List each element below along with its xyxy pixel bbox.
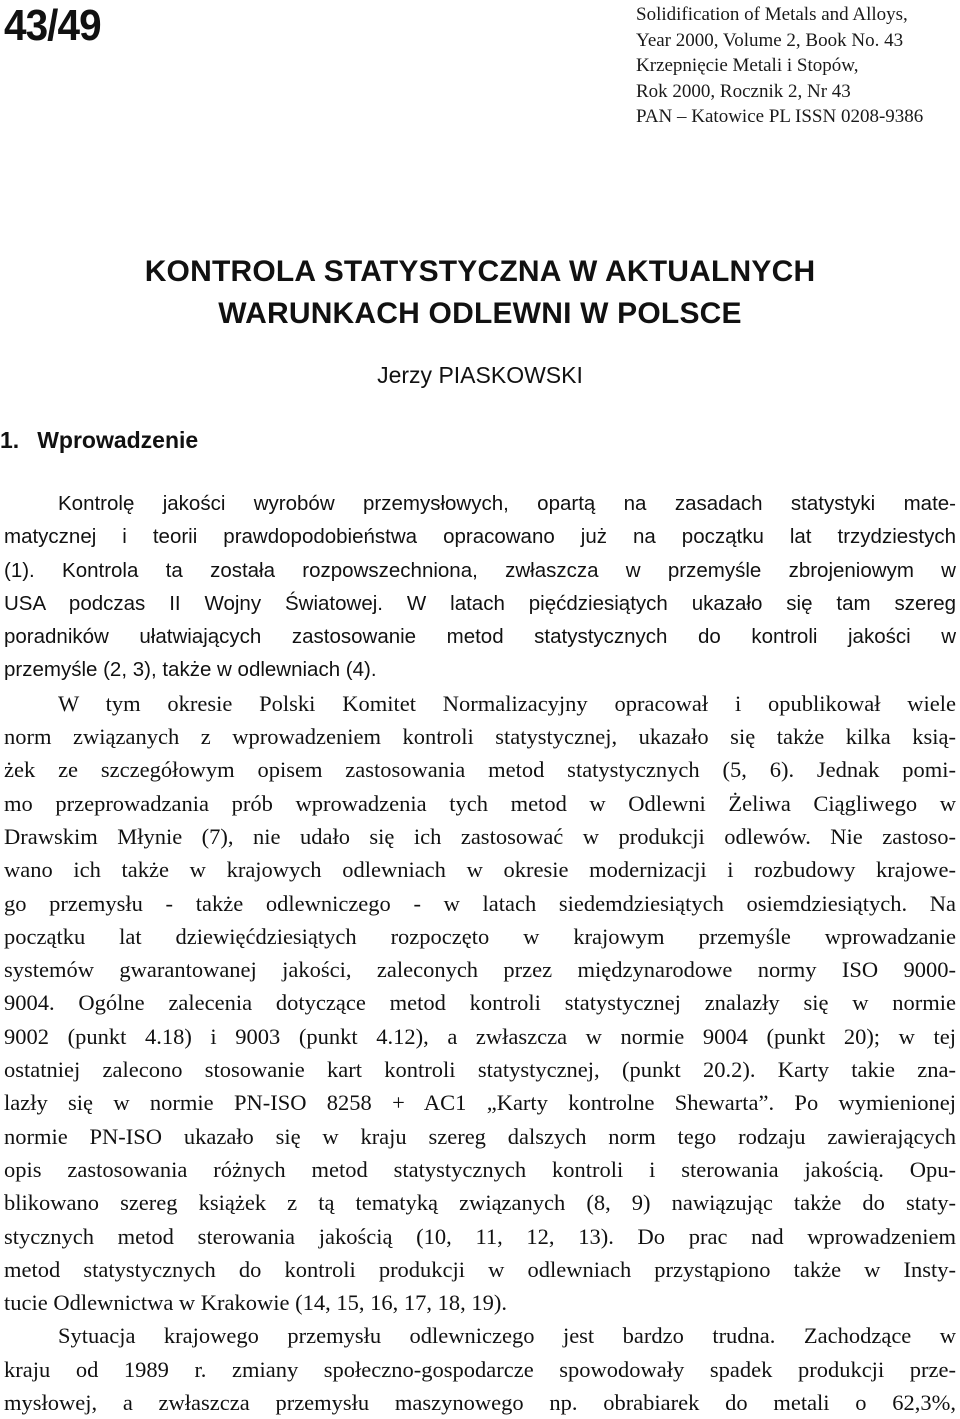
paragraph (4, 487, 956, 687)
text-line: 9002 (punkt 4.18) i 9003 (punkt 4.12), a zwłaszcza w normie 9004 (punkt 20); w tej (4, 1023, 956, 1049)
author-name: Jerzy PIASKOWSKI (377, 362, 583, 388)
text-line: normie PN-ISO ukazało się w kraju szereg dalszych norm tego rodzaju zawierających (4, 1123, 956, 1149)
journal-line: Year 2000, Volume 2, Book No. 43 (636, 29, 904, 51)
text-line: matycznej i teorii prawdopodobieństwa opracowano już na początku lat trzydziestych (4, 525, 956, 549)
journal-line: PAN – Katowice PL ISSN 0208-9386 (636, 106, 924, 127)
text-line: mysłowej, a zwłaszcza przemysłu maszynowego np. obrabiarek do metali o 62,3%, (4, 1390, 956, 1416)
text-line: poradników ułatwiających zastosowanie metod statystycznych do kontroli jakości w (4, 625, 956, 649)
text-line: przemyśle (2, 3), także w odlewniach (4). (4, 658, 377, 682)
text-line: USA podczas II Wojny Światowej. W latach pięćdziesiątych ukazało się tam szereg (4, 591, 956, 615)
journal-line: Krzepnięcie Metali i Stopów, (636, 55, 859, 76)
text-line: 9004. Ogólne zalecenia dotyczące metod kontroli statystycznej znalazły się w normie (4, 990, 956, 1016)
text-line: mo przeprowadzania prób wprowadzenia tych metod w Odlewni Żeliwa Ciągliwego w (4, 790, 956, 816)
text-line: opis zastosowania różnych metod statystycznych kontroli i sterowania jakością. Opu- (4, 1156, 956, 1182)
text-line: stycznych metod sterowania jakością (10, 11, 12, 13). Do prac nad wprowadzeniem (4, 1223, 956, 1249)
text-line: systemów gwarantowanej jakości, zaleconych przez międzynarodowe normy ISO 9000- (4, 957, 956, 983)
journal-citation (636, 2, 958, 130)
body-text (4, 487, 956, 1419)
text-line: norm związanych z wprowadzeniem kontroli statystycznej, ukazało się także kilka ksią- (4, 724, 956, 750)
text-line: W tym okresie Polski Komitet Normalizacyjny opracował i opublikował wiele (58, 690, 956, 716)
text-line: metod statystycznych do kontroli produkcji w odlewniach przystąpiono także w Insty- (4, 1256, 956, 1282)
journal-line: Solidification of Metals and Alloys, (636, 4, 908, 25)
text-line: lazły się w normie PN-ISO 8258 + AC1 „Karty kontrolne Shewarta”. Po wymienionej (4, 1090, 956, 1116)
page-number: 43/49 (4, 1, 101, 50)
text-line: (1). Kontrola ta została rozpowszechniona, zwłaszcza w przemyśle zbrojeniowym w (4, 558, 956, 582)
text-line: wano ich także w krajowych odlewniach w okresie modernizacji i rozbudowy krajowe- (4, 857, 956, 883)
paragraph (4, 687, 956, 1320)
text-line: ostatniej zalecono stosowanie kart kontroli statystycznej, (punkt 20.2). Karty takie zna- (4, 1057, 956, 1083)
text-line: żek ze szczegółowym opisem zastosowania metod statystycznych (5, 6). Jednak pomi- (4, 757, 956, 783)
text-line: blikowano szereg książek z tą tematyką związanych (8, 9) nawiązując także do staty- (4, 1190, 956, 1216)
text-line: początku lat dziewięćdziesiątych rozpoczęto w krajowym przemyśle wprowadzanie (4, 923, 956, 949)
title-line: KONTROLA STATYSTYCZNA W AKTUALNYCH (144, 255, 816, 288)
section-number: 1. (0, 427, 20, 453)
section-title: Wprowadzenie (37, 427, 199, 453)
article-title (0, 251, 960, 335)
journal-line: Rok 2000, Rocznik 2, Nr 43 (636, 80, 851, 102)
section-heading (0, 425, 198, 455)
text-line: go przemysłu - także odlewniczego - w latach siedemdziesiątych osiemdziesiątych. Na (4, 890, 956, 916)
text-line: Drawskim Młynie (7), nie udało się ich zastosować w produkcji odlewów. Nie zastoso- (4, 823, 956, 849)
title-line: WARUNKACH ODLEWNI W POLSCE (218, 297, 742, 330)
text-line: Kontrolę jakości wyrobów przemysłowych, opartą na zasadach statystyki mate- (58, 492, 956, 515)
text-line: Sytuacja krajowego przemysłu odlewniczego jest bardzo trudna. Zachodzące w (58, 1323, 956, 1349)
paragraph (4, 1319, 956, 1419)
text-line: kraju od 1989 r. zmiany społeczno-gospodarcze spowodowały spadek produkcji prze- (4, 1356, 956, 1382)
text-line: tucie Odlewnictwa w Krakowie (14, 15, 16, 17, 18, 19). (4, 1290, 508, 1316)
